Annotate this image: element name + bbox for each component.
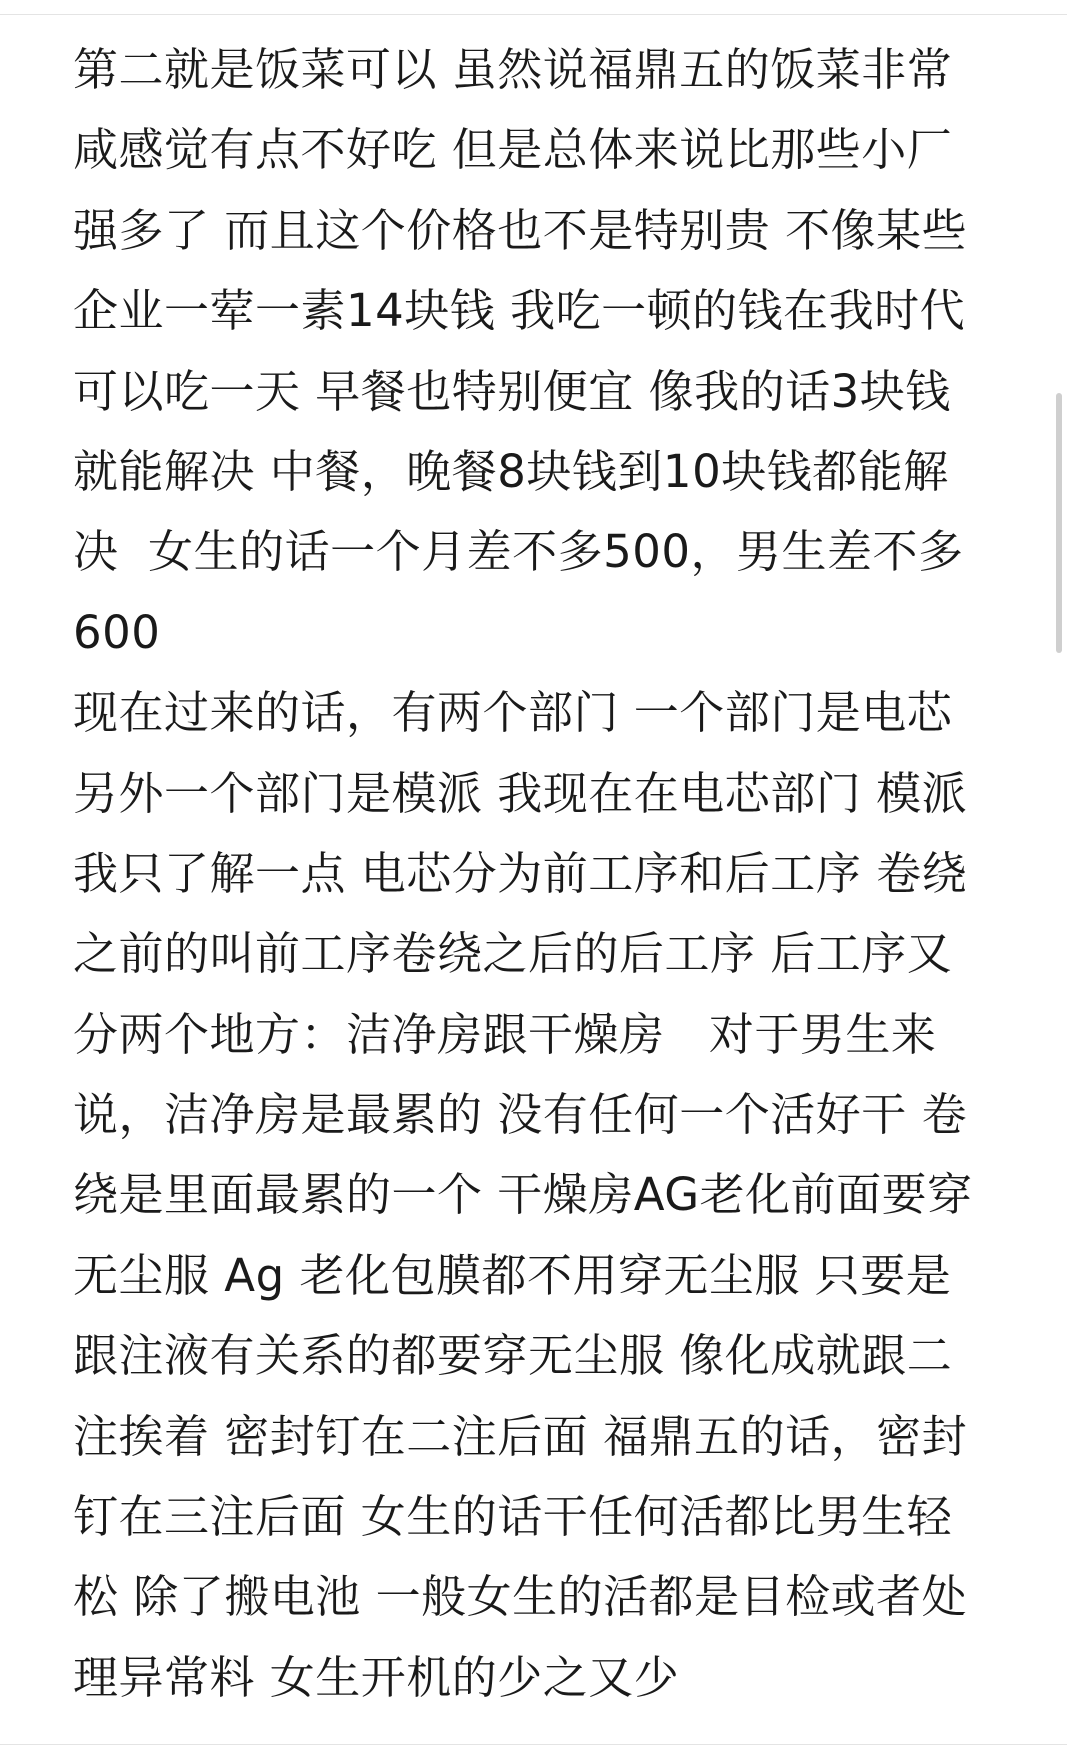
text-line-21: 理异常料 女生开机的少之又少: [73, 1650, 680, 1704]
text-line-5: 可以吃一天 早餐也特别便宜 像我的话3块钱: [73, 364, 951, 418]
text-line-16: 无尘服 Ag 老化包膜都不用穿无尘服 只要是: [73, 1248, 952, 1302]
text-line-18: 注挨着 密封钉在二注后面 福鼎五的话，密封: [73, 1409, 968, 1463]
text-line-20: 松 除了搬电池 一般女生的活都是目检或者处: [73, 1570, 968, 1624]
text-line-9: 现在过来的话，有两个部门 一个部门是电芯: [73, 686, 953, 740]
text-line-11: 我只了解一点 电芯分为前工序和后工序 卷绕: [73, 846, 968, 900]
text-line-14: 说，洁净房是最累的 没有任何一个活好干 卷: [73, 1088, 968, 1142]
text-line-17: 跟注液有关系的都要穿无尘服 像化成就跟二: [73, 1329, 953, 1383]
text-line-15: 绕是里面最累的一个 干燥房AG老化前面要穿: [73, 1168, 973, 1222]
text-line-7: 决 女生的话一个月差不多500，男生差不多: [73, 525, 964, 579]
post-body-text: [73, 30, 1013, 1718]
text-line-4: 企业一荤一素14块钱 我吃一顿的钱在我时代: [73, 284, 966, 338]
top-divider: [0, 14, 1067, 15]
vertical-scrollbar[interactable]: [1056, 393, 1062, 653]
text-line-2: 咸感觉有点不好吃 但是总体来说比那些小厂: [73, 123, 953, 177]
text-line-13: 分两个地方：洁净房跟干燥房 对于男生来: [73, 1007, 937, 1061]
text-line-6: 就能解决 中餐，晚餐8块钱到10块钱都能解: [73, 444, 949, 498]
text-line-19: 钉在三注后面 女生的话干任何活都比男生轻: [73, 1490, 953, 1544]
text-line-3: 强多了 而且这个价格也不是特别贵 不像某些: [73, 203, 968, 257]
text-line-12: 之前的叫前工序卷绕之后的后工序 后工序又: [73, 927, 953, 981]
text-line-8: 600: [73, 605, 161, 659]
text-line-10: 另外一个部门是模派 我现在在电芯部门 模派: [73, 766, 968, 820]
text-line-1: 第二就是饭菜可以 虽然说福鼎五的饭菜非常: [73, 43, 953, 96]
bottom-divider: [0, 1744, 1067, 1745]
